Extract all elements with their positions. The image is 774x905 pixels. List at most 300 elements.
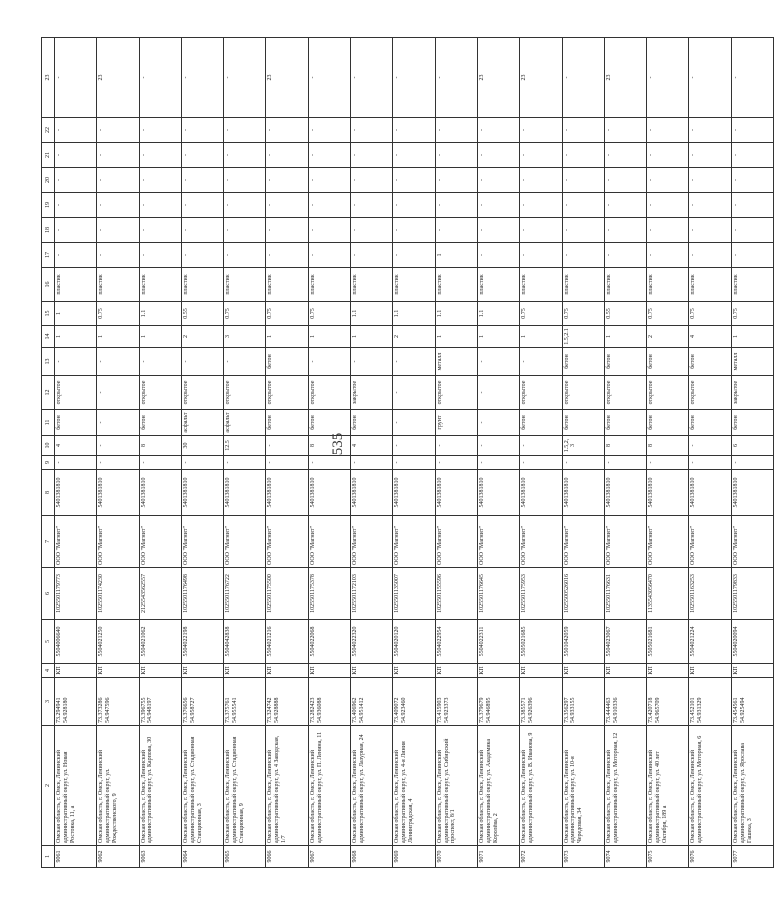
table-cell: 1025501176722 [224,567,266,619]
table-cell: 73.420718 54.965709 [647,677,689,725]
table-cell: 73.324742 54.928888 [266,677,308,725]
table-cell: - [224,192,266,217]
table-cell: 8 [139,435,181,455]
table-cell: открытое [139,375,181,409]
table-cell: 5504021224 [689,619,731,663]
table-cell: - [97,142,139,167]
table-cell: 73.379679 54.946895 [477,677,519,725]
table-cell: - [224,455,266,469]
table-cell: - [647,242,689,267]
table-cell: 5401381810 [181,469,223,515]
table-cell: бетон [562,347,604,375]
table-cell: 1.1 [139,301,181,325]
table-cell: - [266,217,308,242]
table-cell: - [562,37,604,117]
table-cell: - [266,142,308,167]
table-cell: ООО "Магнит" [477,515,519,567]
table-cell: 0.75 [308,301,350,325]
table-cell: 1025501172103 [351,567,393,619]
table-cell: 1.5,2.1 [562,325,604,347]
column-header: 14 [42,325,55,347]
table-cell: бетон [731,409,773,435]
table-cell: - [731,142,773,167]
table-row [55,37,97,867]
table-cell: бетон [604,409,646,435]
table-cell: - [224,142,266,167]
column-header: 12 [42,375,55,409]
table-cell: открытое [435,375,477,409]
table-cell: открытое [224,375,266,409]
table-cell: 5504042838 [224,619,266,663]
table-cell: - [181,347,223,375]
table-cell: - [351,117,393,142]
table-cell: ООО "Магнит" [604,515,646,567]
table-cell: - [308,242,350,267]
table-cell: 1025501176645 [477,567,519,619]
table-cell: - [689,435,731,455]
table-cell: - [435,455,477,469]
table-cell: 0.55 [181,301,223,325]
table-cell: КП [689,663,731,677]
table-cell: - [477,347,519,375]
table-cell: бетон [647,347,689,375]
table-cell: - [689,117,731,142]
table-cell: пластик [562,267,604,301]
table-cell: ООО "Магнит" [181,515,223,567]
table-cell: - [97,117,139,142]
table-cell: КП [477,663,519,677]
table-row [477,37,519,867]
table-cell: 5504023067 [604,619,646,663]
table-cell: 1 [435,242,477,267]
table-cell: 73.406962 54.951412 [351,677,393,725]
table-cell: 9077 [731,845,773,867]
table-cell: 8 [308,435,350,455]
table-row [520,37,562,867]
table-cell: пластик [393,267,435,301]
table-cell: - [435,142,477,167]
table-cell: - [308,192,350,217]
table-row [435,37,477,867]
table-cell: - [393,242,435,267]
table-cell: ООО "Магнит" [55,515,97,567]
table-cell: 3 [224,325,266,347]
table-cell: - [266,435,308,455]
table-cell: 73.356297 54.933155 [562,677,604,725]
table-cell: - [351,192,393,217]
table-cell: - [393,142,435,167]
table-row [224,37,266,867]
table-cell: пластик [139,267,181,301]
table-cell: - [393,347,435,375]
table-cell: 9072 [520,845,562,867]
table-cell: 8 [604,435,646,455]
table-cell: Омская область, г. Омск, Ленинский административный округ, ул. Ярослава Гашека, 3 [731,725,773,845]
table-cell: - [689,242,731,267]
table-cell: - [97,217,139,242]
table-cell: бетон [308,409,350,435]
table-cell: - [520,142,562,167]
table-cell: 73.373286 54.947596 [97,677,139,725]
column-header: 6 [42,567,55,619]
table-cell: КП [55,663,97,677]
table-cell: КП [224,663,266,677]
table-cell: Омская область, г. Омск, Ленинский административный округ, ул. Стадионная Станционная, 9 [224,725,266,845]
table-cell: 0.75 [224,301,266,325]
table-cell: бетон [351,409,393,435]
table-cell: - [520,192,562,217]
page-number: 535 [330,432,346,456]
table-cell: - [731,117,773,142]
table-cell: - [689,217,731,242]
column-header: 13 [42,347,55,375]
table-row [308,37,350,867]
table-row [731,37,773,867]
table-cell: 5401381810 [308,469,350,515]
table-cell: - [647,37,689,117]
table-cell: - [477,435,519,455]
table-cell: - [647,455,689,469]
table-cell: 1 [55,301,97,325]
table-cell: 9065 [224,845,266,867]
table-cell: - [689,192,731,217]
table-cell: - [97,435,139,455]
column-header: 19 [42,192,55,217]
table-cell: - [731,192,773,217]
table-cell: КП [351,663,393,677]
table-cell: - [435,217,477,242]
table-cell: пластик [604,267,646,301]
table-cell: пластик [181,267,223,301]
table-cell: КП [435,663,477,677]
table-cell: 6 [731,435,773,455]
table-cell: бетон [55,409,97,435]
table-cell: - [435,117,477,142]
table-row [562,37,604,867]
table-row [266,37,308,867]
table-cell: 5504020120 [393,619,435,663]
table-cell: 2 [647,325,689,347]
table-cell: открытое [520,375,562,409]
table-cell: 5401381810 [393,469,435,515]
table-cell: 12.5 [224,435,266,455]
table-cell: - [689,455,731,469]
table-cell: 73.396755 54.948197 [139,677,181,725]
table-cell: - [266,167,308,192]
table-cell: 1025501176631 [604,567,646,619]
table-cell: ООО "Магнит" [139,515,181,567]
table-cell: - [393,435,435,455]
table-cell: 1.1 [477,301,519,325]
header-row [42,37,55,867]
table-cell: - [435,167,477,192]
table-cell: 1.1 [393,301,435,325]
table-cell: - [647,192,689,217]
table-cell: - [55,347,97,375]
table-cell: - [308,117,350,142]
table-cell: - [731,167,773,192]
table-cell: Омская область, г. Омск, Ленинский административный округ, ул. Стадионная Станционная, 3 [181,725,223,845]
table-cell: 1025501174230 [97,567,139,619]
table-cell: 1025501179833 [731,567,773,619]
table-cell: 5504022311 [477,619,519,663]
table-cell: КП [308,663,350,677]
table-cell: 1 [604,325,646,347]
table-cell: асфальт [181,409,223,435]
table-cell: 1025501175500 [266,567,308,619]
table-cell: - [520,347,562,375]
table-cell: - [393,167,435,192]
table-cell: - [435,435,477,455]
table-cell: 1025501163253 [689,567,731,619]
table-cell: 1025501175953 [520,567,562,619]
table-cell: 8 [647,435,689,455]
table-cell: - [562,242,604,267]
table-cell: - [393,117,435,142]
table-cell: 0.75 [97,301,139,325]
column-header: 17 [42,242,55,267]
table-cell: 0.55 [604,301,646,325]
table-cell: 1 [435,325,477,347]
table-cell: - [477,455,519,469]
table-cell: 5401381810 [689,469,731,515]
table-cell: - [689,37,731,117]
table-row [393,37,435,867]
table-cell: пластик [647,267,689,301]
table-cell: 30 [181,435,223,455]
table-cell: - [224,242,266,267]
table-cell: ООО "Магнит" [266,515,308,567]
table-cell: 73.282423 54.936088 [308,677,350,725]
table-cell: - [181,167,223,192]
table-cell: - [266,192,308,217]
table-cell: закрытое [351,375,393,409]
table-cell: - [55,37,97,117]
table-cell: 1 [308,325,350,347]
table-row [139,37,181,867]
table-cell: КП [97,663,139,677]
table-cell: 9076 [689,845,731,867]
table-cell: Омская область, г. Омск, Ленинский административный округ, ул. Новая Ростовка, 11, а [55,725,97,845]
table-cell: 4 [689,325,731,347]
table-cell: - [55,142,97,167]
table-cell: бетон [689,409,731,435]
table-cell: 5504020094 [731,619,773,663]
table-cell: открытое [181,375,223,409]
table-cell: - [393,409,435,435]
table-cell: - [181,217,223,242]
table-cell: 73.409072 54.923460 [393,677,435,725]
table-cell: - [731,37,773,117]
table-cell: КП [139,663,181,677]
table-cell: - [224,117,266,142]
table-cell: 5401381810 [604,469,646,515]
table-cell: 5504022320 [351,619,393,663]
table-cell: 1025501155596 [435,567,477,619]
table-cell: бетон [266,347,308,375]
table-cell: 4 [55,435,97,455]
table-cell: - [139,347,181,375]
table-cell: - [55,192,97,217]
table-cell: - [689,167,731,192]
table-row [97,37,139,867]
table-cell: - [562,117,604,142]
table-cell: - [139,455,181,469]
table-row [181,37,223,867]
table-cell: 0.75 [266,301,308,325]
table-cell: 9067 [308,845,350,867]
table-cell: - [224,217,266,242]
table-cell: бетон [266,409,308,435]
table-cell: - [55,117,97,142]
table-cell: 9071 [477,845,519,867]
table-cell: КП [562,663,604,677]
table-cell: 1 [139,325,181,347]
table-cell: 2125543562557 [139,567,181,619]
table-row [604,37,646,867]
table-cell: 73.444463 54.910336 [604,677,646,725]
table-cell: 9069 [393,845,435,867]
table-cell: открытое [604,375,646,409]
table-cell: - [181,142,223,167]
column-header: 15 [42,301,55,325]
table-cell: - [351,347,393,375]
table-cell: 5401381810 [520,469,562,515]
table-cell: 0.75 [562,301,604,325]
table-cell: бетон [520,409,562,435]
table-cell: бетон [562,409,604,435]
table-cell: 5401381810 [139,469,181,515]
table-cell: - [604,217,646,242]
table-cell: 9074 [604,845,646,867]
table-cell: 0.75 [520,301,562,325]
table-cell: 23 [97,37,139,117]
table-cell: 1 [520,325,562,347]
table-cell: 5505021681 [647,619,689,663]
table-cell: - [139,142,181,167]
table-cell: - [308,37,350,117]
table-cell: 9075 [647,845,689,867]
table-cell: 1025501176498 [181,567,223,619]
table-cell: - [393,217,435,242]
table-cell: 5401381810 [731,469,773,515]
table-cell: - [604,142,646,167]
table-cell: пластик [97,267,139,301]
column-header: 5 [42,619,55,663]
table-cell: Омская область, г. Омск, Ленинский административный округ, ул. 4-я Линия Ленинградская, 4 [393,725,435,845]
table-cell: - [520,455,562,469]
table-cell: 1 [55,325,97,347]
table-cell: ООО "Магнит" [562,515,604,567]
table-cell: пластик [308,267,350,301]
table-cell: - [477,117,519,142]
table-cell: ООО "Магнит" [393,515,435,567]
table-cell: - [97,347,139,375]
table-cell: - [97,409,139,435]
table-cell: Омская область, г. Омск, Ленинский административный округ, ул. Карпова, 30 [139,725,181,845]
column-header: 8 [42,469,55,515]
table-cell: пластик [435,267,477,301]
table-row [689,37,731,867]
table-cell: пластик [731,267,773,301]
table-cell: 1025501135007 [393,567,435,619]
table-cell: 5504021216 [266,619,308,663]
table-cell: 5504022068 [308,619,350,663]
table-cell: - [393,192,435,217]
table-cell: - [562,217,604,242]
table-cell: - [308,142,350,167]
table-cell: открытое [647,375,689,409]
table-cell: 0.75 [647,301,689,325]
table-cell: - [55,217,97,242]
table-cell: Омская область, г. Омск, Ленинский административный округ, ул. П. Ленина, 11 [308,725,350,845]
table-cell: 2 [181,325,223,347]
table-cell: 23 [266,37,308,117]
table-cell: 5401381810 [477,469,519,515]
table-cell: металл [731,347,773,375]
column-header: 7 [42,515,55,567]
table-cell: - [647,217,689,242]
table-cell: - [520,242,562,267]
table-cell: - [604,455,646,469]
column-header: 2 [42,725,55,845]
table-cell: - [139,192,181,217]
column-header: 4 [42,663,55,677]
table-cell: - [562,167,604,192]
table-cell: открытое [689,375,731,409]
table-cell: - [520,217,562,242]
table-cell: - [97,375,139,409]
table-cell: - [97,167,139,192]
table-cell: асфальт [224,409,266,435]
column-header: 22 [42,117,55,142]
table-cell: ООО "Магнит" [435,515,477,567]
table-cell: - [604,242,646,267]
column-header: 1 [42,845,55,867]
table-cell: 73.415903 54.923373 [435,677,477,725]
table-cell: - [97,192,139,217]
table-cell: 9073 [562,845,604,867]
registry-table [41,37,774,868]
table-cell: 5504022954 [435,619,477,663]
table-cell: - [181,117,223,142]
table-cell: грунт [435,409,477,435]
table-cell: - [477,242,519,267]
table-cell: Омская область, г. Омск, Ленинский административный округ, ул. Сибирский проспект, 8/1 [435,725,477,845]
table-cell: бетон [689,347,731,375]
table-cell: 5401381810 [224,469,266,515]
table-cell: КП [604,663,646,677]
table-cell: ООО "Магнит" [97,515,139,567]
table-cell: - [224,167,266,192]
table-cell: пластик [351,267,393,301]
table-cell: - [351,167,393,192]
table-cell: Омская область, г. Омск, Ленинский административный округ, ул. Моторная, 6 [689,725,731,845]
table-cell: - [647,167,689,192]
table-cell: - [604,192,646,217]
table-cell: - [181,455,223,469]
table-cell: 9062 [97,845,139,867]
table-cell: КП [181,663,223,677]
table-cell: - [351,142,393,167]
table-cell: - [477,167,519,192]
table-cell: бетон [604,347,646,375]
table-cell: - [266,455,308,469]
table-cell: - [731,242,773,267]
table-cell: - [181,242,223,267]
table-cell: КП [393,663,435,677]
table-cell: 2 [393,325,435,347]
